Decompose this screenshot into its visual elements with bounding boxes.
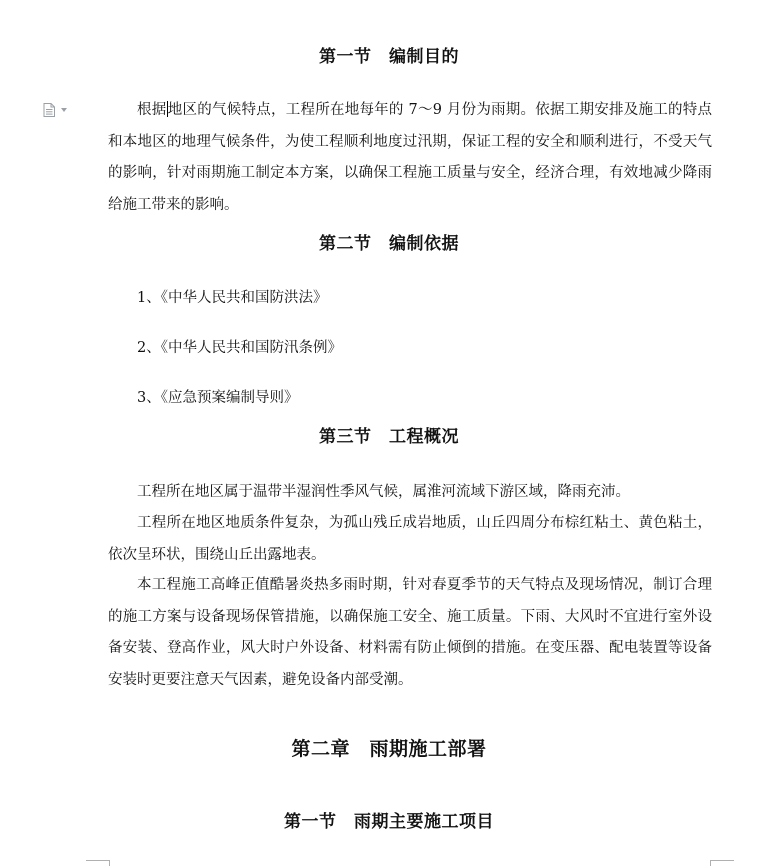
section-title-overview: 第三节 工程概况 xyxy=(319,427,459,447)
overview-paragraph: 本工程施工高峰正值酷暑炎热多雨时期，针对春夏季节的天气特点及现场情况，制订合理的施工方案与设备现场保管措施，以确保施工安全、施工质量。下雨、大风时不宜进行室外设备安装、登高作业，风大时户外设备、材料需有防止倾倒的措施。在变压器、配电装置等设备安装时更要注意天气因素，避免设备内部受潮。 xyxy=(108,577,712,688)
purpose-paragraph xyxy=(108,95,712,221)
purpose-text-start: 根据 xyxy=(137,102,167,118)
crop-mark-right xyxy=(710,860,734,866)
section-title-main-items: 第一节 雨期主要施工项目 xyxy=(284,812,494,832)
chevron-down-icon[interactable] xyxy=(61,108,67,112)
basis-list-item: 3、《应急预案编制导则》 xyxy=(137,390,299,406)
overview-paragraph: 工程所在地区地质条件复杂，为孤山残丘成岩地质，山丘四周分布棕红粘土、黄色粘土，依次呈环状，围绕山丘出露地表。 xyxy=(108,515,712,563)
basis-list-item: 1、《中华人民共和国防洪法》 xyxy=(137,290,328,306)
overview-paragraph: 工程所在地区属于温带半湿润性季风气候，属淮河流域下游区域，降雨充沛。 xyxy=(137,484,630,500)
section-title-purpose: 第一节 编制目的 xyxy=(319,47,459,67)
basis-list-item: 2、《中华人民共和国防汛条例》 xyxy=(137,340,342,356)
purpose-text-rest: 地区的气候特点，工程所在地每年的 7～9 月份为雨期。依据工期安排及施工的特点和本地区的地理气候条件，为使工程顺利地度过汛期，保证工程的安全和顺利进行，不受天气的影响，针对雨期施工制定本方案，以确保工程施工质量与安全，经济合理，有效地减少降雨给施工带来的影响。 xyxy=(108,102,713,213)
chapter-title-deployment: 第二章 雨期施工部署 xyxy=(291,738,487,760)
section-title-basis: 第二节 编制依据 xyxy=(319,234,459,254)
document-icon[interactable] xyxy=(43,103,55,117)
crop-mark-left xyxy=(86,860,110,866)
